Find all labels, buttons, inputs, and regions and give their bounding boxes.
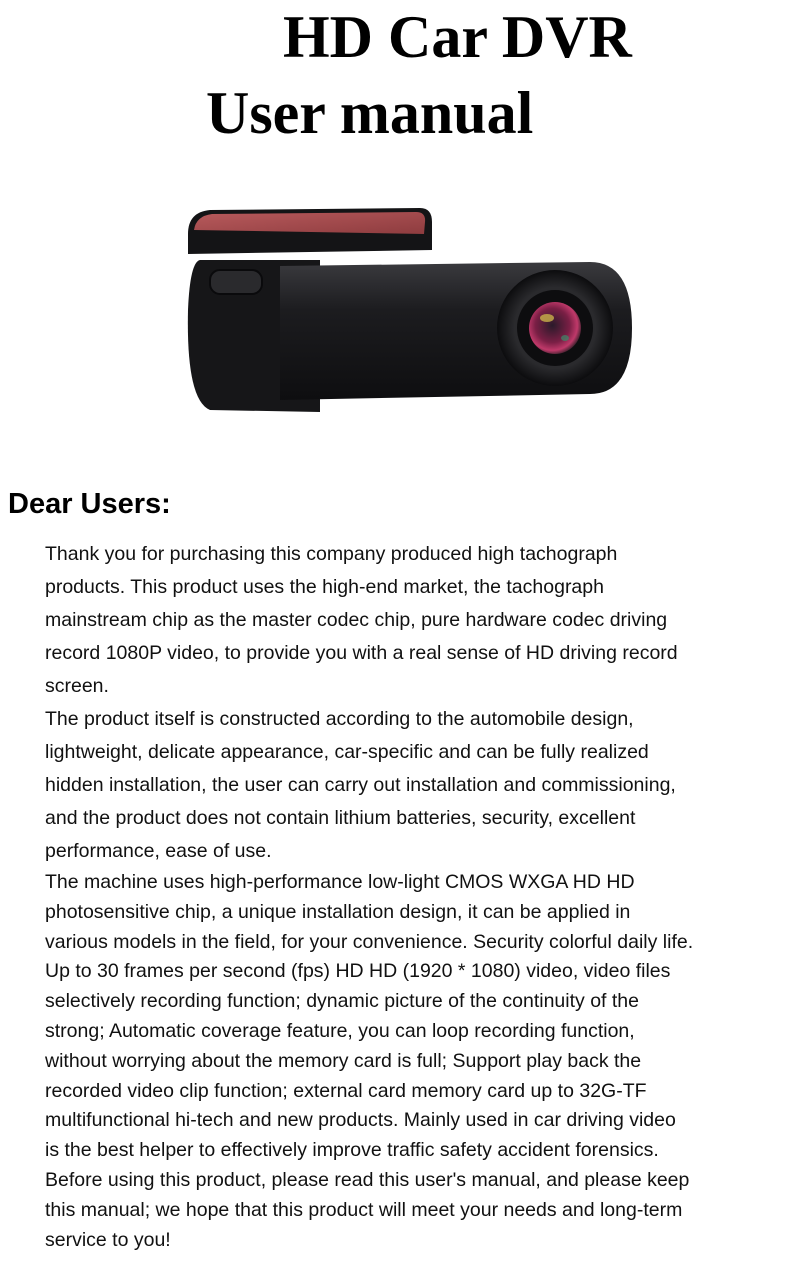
dashcam-illustration (170, 200, 640, 422)
text-line: multifunctional hi-tech and new products. Mainly used in car driving video (45, 1109, 676, 1132)
text-line: performance, ease of use. (45, 840, 272, 862)
text-line: this manual; we hope that this product will meet your needs and long-term (45, 1198, 683, 1221)
button-icon (210, 270, 262, 294)
text-line: Before using this product, please read this user's manual, and please keep (45, 1168, 690, 1191)
dear-users-heading: Dear Users: (8, 488, 171, 520)
text-line: hidden installation, the user can carry out installation and commissioning, (45, 774, 676, 796)
text-line: strong; Automatic coverage feature, you can loop recording function, (45, 1019, 635, 1042)
text-line: record 1080P video, to provide you with a real sense of HD driving record (45, 642, 678, 664)
text-line: service to you! (45, 1228, 171, 1251)
text-line: mainstream chip as the master codec chip, pure hardware codec driving (45, 609, 668, 631)
text-line: photosensitive chip, a unique installation design, it can be applied in (45, 900, 631, 923)
intro-paragraph-1 (45, 538, 795, 703)
intro-paragraph-2 (45, 703, 795, 868)
text-line: and the product does not contain lithium batteries, security, excellent (45, 807, 636, 829)
text-line: screen. (45, 675, 109, 697)
manual-intro-text (45, 538, 795, 1255)
title-line-2: User manual (206, 80, 534, 146)
lens-icon (529, 302, 581, 354)
text-line: is the best helper to effectively improve traffic safety accident forensics. (45, 1139, 659, 1162)
text-line: Up to 30 frames per second (fps) HD HD (1920 * 1080) video, video files (45, 960, 671, 983)
intro-paragraph-3 (45, 868, 795, 1255)
text-line: without worrying about the memory card is full; Support play back the (45, 1049, 642, 1072)
text-line: Thank you for purchasing this company produced high tachograph (45, 543, 618, 565)
text-line: recorded video clip function; external card memory card up to 32G-TF (45, 1079, 647, 1102)
text-line: products. This product uses the high-end market, the tachograph (45, 576, 604, 598)
title-line-1: HD Car DVR (283, 4, 632, 70)
text-line: lightweight, delicate appearance, car-specific and can be fully realized (45, 741, 649, 763)
dashcam-product-image (170, 200, 640, 422)
text-line: selectively recording function; dynamic picture of the continuity of the (45, 990, 639, 1013)
lens-reflection (540, 314, 554, 322)
text-line: The machine uses high-performance low-light CMOS WXGA HD HD (45, 871, 635, 893)
text-line: The product itself is constructed according to the automobile design, (45, 708, 634, 730)
text-line: various models in the field, for your convenience. Security colorful daily life. (45, 930, 694, 953)
lens-reflection-2 (561, 335, 569, 341)
